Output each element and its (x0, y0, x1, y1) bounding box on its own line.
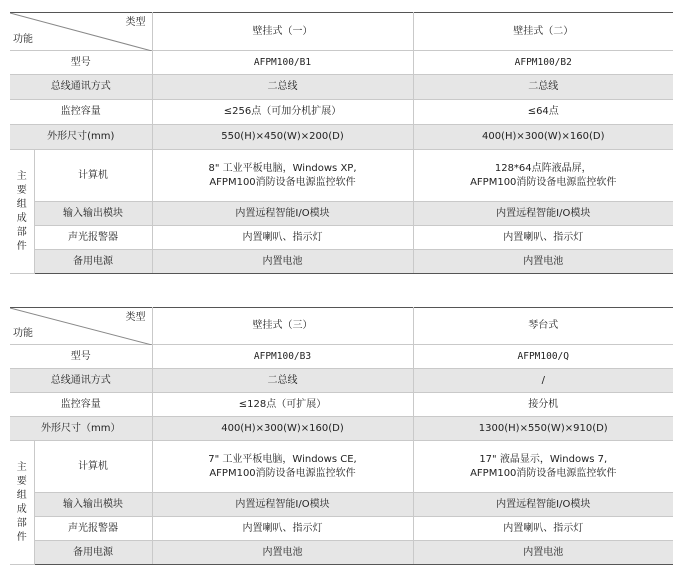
row-label: 型号 (10, 51, 152, 75)
group-label-main-components: 主 要 组 成 部 件 (10, 441, 34, 565)
table-header-row (10, 13, 673, 51)
row-label: 计算机 (34, 441, 152, 493)
table-row (10, 51, 673, 75)
row-label: 备用电源 (34, 250, 152, 274)
table-row (10, 441, 673, 493)
table-cell: 内置喇叭、指示灯 (413, 517, 673, 541)
corner-type-label: 类型 (125, 312, 146, 323)
row-label: 声光报警器 (34, 226, 152, 250)
table-cell: 内置电池 (413, 541, 673, 565)
table-cell: 二总线 (152, 369, 413, 393)
table-row (10, 125, 673, 150)
table-row (10, 393, 673, 417)
table-row (10, 517, 673, 541)
table-cell: ≤64点 (413, 100, 673, 125)
table-cell: 内置远程智能I/O模块 (152, 493, 413, 517)
spec-table-1 (10, 12, 673, 274)
table-row (10, 493, 673, 517)
row-label: 备用电源 (34, 541, 152, 565)
row-label: 计算机 (34, 150, 152, 202)
corner-cell (10, 308, 152, 345)
table-cell: 接分机 (413, 393, 673, 417)
table-cell: 550(H)×450(W)×200(D) (152, 125, 413, 150)
table-cell: 128*64点阵液晶屏， AFPM100消防设备电源监控软件 (413, 150, 673, 202)
row-label: 总线通讯方式 (10, 75, 152, 100)
table-row (10, 226, 673, 250)
table-row (10, 345, 673, 369)
table-cell: AFPM100/B2 (413, 51, 673, 75)
table-cell: 内置喇叭、指示灯 (152, 517, 413, 541)
table-row (10, 75, 673, 100)
table-row (10, 202, 673, 226)
table-cell: AFPM100/Q (413, 345, 673, 369)
row-label: 输入输出模块 (34, 202, 152, 226)
table-row (10, 369, 673, 393)
table-cell: 400(H)×300(W)×160(D) (413, 125, 673, 150)
table-cell: 内置电池 (152, 541, 413, 565)
row-label: 监控容量 (10, 393, 152, 417)
row-label: 总线通讯方式 (10, 369, 152, 393)
column-header: 壁挂式（三） (152, 308, 413, 345)
table-cell: 内置喇叭、指示灯 (413, 226, 673, 250)
table-cell: 7" 工业平板电脑，Windows CE, AFPM100消防设备电源监控软件 (152, 441, 413, 493)
row-label: 型号 (10, 345, 152, 369)
row-label: 输入输出模块 (34, 493, 152, 517)
table-cell: 内置电池 (152, 250, 413, 274)
corner-cell (10, 13, 152, 51)
row-label: 监控容量 (10, 100, 152, 125)
corner-function-label: 功能 (13, 328, 33, 339)
table-cell: AFPM100/B1 (152, 51, 413, 75)
table-row (10, 100, 673, 125)
row-label: 声光报警器 (34, 517, 152, 541)
corner-type-label: 类型 (125, 17, 146, 28)
table-row (10, 541, 673, 565)
row-label: 外形尺寸（mm） (10, 417, 152, 441)
table-header-row (10, 308, 673, 345)
table-cell: AFPM100/B3 (152, 345, 413, 369)
spec-table-2 (10, 307, 673, 565)
table-cell: ≤256点（可加分机扩展） (152, 100, 413, 125)
corner-function-label: 功能 (13, 34, 33, 45)
table-row (10, 150, 673, 202)
column-header: 琴台式 (413, 308, 673, 345)
table-cell: 内置电池 (413, 250, 673, 274)
table-cell: 二总线 (413, 75, 673, 100)
table-cell: 8" 工业平板电脑，Windows XP, AFPM100消防设备电源监控软件 (152, 150, 413, 202)
table-cell: 1300(H)×550(W)×910(D) (413, 417, 673, 441)
table-cell: 400(H)×300(W)×160(D) (152, 417, 413, 441)
table-cell: 内置远程智能I/O模块 (413, 202, 673, 226)
column-header: 壁挂式（二） (413, 13, 673, 51)
table-cell: 内置远程智能I/O模块 (152, 202, 413, 226)
table-row (10, 417, 673, 441)
column-header: 壁挂式（一） (152, 13, 413, 51)
group-label-main-components: 主 要 组 成 部 件 (10, 150, 34, 274)
table-cell: 17" 液晶显示，Windows 7, AFPM100消防设备电源监控软件 (413, 441, 673, 493)
row-label: 外形尺寸(mm) (10, 125, 152, 150)
table-row (10, 250, 673, 274)
table-cell: ≤128点（可扩展） (152, 393, 413, 417)
table-cell: / (413, 369, 673, 393)
table-cell: 内置喇叭、指示灯 (152, 226, 413, 250)
table-cell: 二总线 (152, 75, 413, 100)
table-cell: 内置远程智能I/O模块 (413, 493, 673, 517)
